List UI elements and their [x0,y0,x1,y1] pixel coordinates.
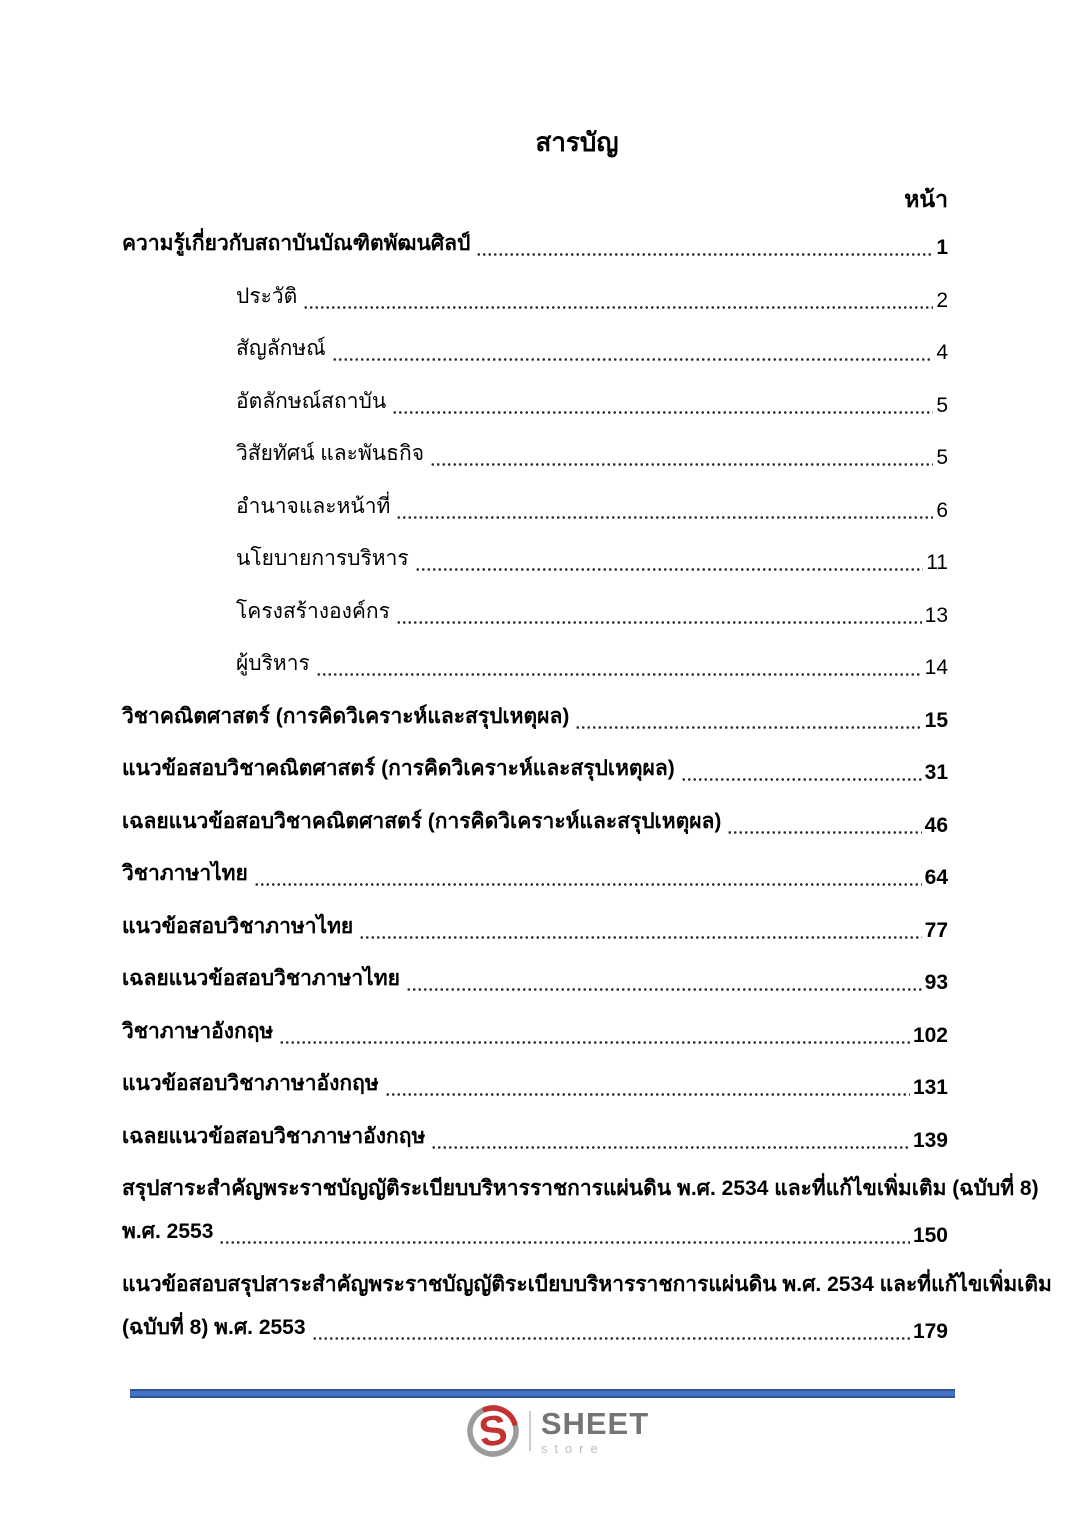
page-number: 102 [912,1023,948,1047]
toc-entry [122,440,948,470]
dot-leader [359,935,921,940]
dot-leader [727,830,921,835]
toc-entry-text: วิชาภาษาไทย [122,862,248,885]
toc-entry [122,703,948,733]
dot-leader [332,357,934,362]
page-number: 150 [912,1224,948,1247]
page-number: 64 [924,866,948,889]
dot-leader [254,882,922,887]
dot-leader [575,725,921,730]
toc-entry-text: โครงสร้างองค์กร [236,599,390,623]
toc-entry [122,1123,948,1153]
toc-entry [122,860,948,890]
toc-entry-text: วิชาคณิตศาสตร์ (การคิดวิเคราะห์และสรุปเหตุผล) [122,704,570,728]
toc-entry [122,283,948,313]
toc-entry-text: เฉลยแนวข้อสอบวิชาคณิตศาสตร์ (การคิดวิเคราะห์และสรุปเหตุผล) [122,809,722,833]
toc-entry-text: แนวข้อสอบวิชาภาษาอังกฤษ [122,1072,379,1095]
dot-leader [385,1092,910,1097]
toc-entry-text: อำนาจและหน้าที่ [236,494,391,518]
logo-brand-subtitle: store [540,1440,605,1456]
page-column-label: หน้า [904,186,948,212]
toc-entry [122,913,948,943]
page-number: 11 [926,551,948,574]
page-number: 4 [936,341,948,364]
toc-entry [122,650,948,680]
dot-leader [430,462,933,467]
toc-entry [122,388,948,418]
toc-entry-text: พ.ศ. 2553 [122,1220,214,1243]
page-number: 14 [924,656,948,679]
toc-entry-text: ประวัติ [236,284,298,308]
page-number: 77 [924,918,948,942]
toc-entry-text: (ฉบับที่ 8) พ.ศ. 2553 [122,1315,306,1339]
toc-entry-text: วิชาภาษาอังกฤษ [122,1019,274,1043]
logo-brand-name: SHEET [540,1405,650,1441]
page-number: 15 [924,708,948,732]
toc-entry-text: แนวข้อสอบวิชาภาษาไทย [122,914,354,938]
dot-leader [303,305,933,310]
table-of-contents [122,230,1052,1366]
toc-entry [122,808,948,838]
toc-entry [122,1018,948,1048]
toc-entry-text: เฉลยแนวข้อสอบวิชาภาษาอังกฤษ [122,1124,426,1148]
logo-s-letter: S [475,1405,510,1456]
toc-entry [122,755,948,785]
dot-leader [406,987,922,992]
toc-entry [122,545,948,575]
toc-entry-text: สรุปสาระสำคัญพระราชบัญญัติระเบียบบริหารราชการแผ่นดิน พ.ศ. 2534 และที่แก้ไขเพิ่มเติม (ฉบับที่ 8) [122,1177,1039,1200]
page-number: 2 [936,288,948,312]
toc-entry [122,230,948,260]
dot-leader [415,567,924,572]
toc-entry [122,1175,1039,1248]
dot-leader [392,410,933,415]
page-title: สารบัญ [535,127,619,157]
toc-entry [122,1271,1052,1344]
toc-entry-text: สัญลักษณ์ [236,337,326,360]
toc-entry [122,493,948,523]
toc-entry [122,1070,948,1100]
toc-entry-text: วิสัยทัศน์ และพันธกิจ [236,442,424,465]
logo-wordmark [540,1405,650,1456]
toc-entry-text: ความรู้เกี่ยวกับสถาบันบัณฑิตพัฒนศิลป์ [122,232,471,255]
page-number: 131 [912,1076,948,1099]
page-number: 5 [936,446,948,469]
dot-leader [396,515,933,520]
toc-entry [122,598,948,628]
dot-leader [681,777,922,782]
page-number: 31 [924,761,948,784]
toc-entry-text: แนวข้อสอบสรุปสาระสำคัญพระราชบัญญัติระเบียบบริหารราชการแผ่นดิน พ.ศ. 2534 และที่แก้ไขเพิ่มเติม [122,1272,1052,1296]
dot-leader [279,1040,910,1045]
page-number: 139 [912,1128,948,1152]
page-number: 93 [924,971,948,994]
dot-leader [312,1336,910,1341]
page-number: 6 [936,498,948,522]
logo-divider [529,1411,531,1451]
dot-leader [316,672,922,677]
sheet-store-logo-icon [467,1404,519,1458]
page-number: 5 [936,393,948,417]
page-number: 179 [912,1319,948,1343]
page-number: 46 [924,813,948,837]
dot-leader [431,1145,910,1150]
toc-entry [122,335,948,365]
dot-leader [396,620,922,625]
dot-leader [476,252,933,257]
dot-leader [219,1240,910,1245]
page-number: 13 [924,603,948,627]
toc-entry-text: แนวข้อสอบวิชาคณิตศาสตร์ (การคิดวิเคราะห์และสรุปเหตุผล) [122,757,675,780]
toc-entry-text: เฉลยแนวข้อสอบวิชาภาษาไทย [122,967,400,990]
toc-entry-text: นโยบายการบริหาร [236,547,409,570]
page-number: 1 [936,236,948,259]
footer-logo [0,1404,1076,1458]
toc-entry [122,965,948,995]
toc-entry-text: อัตลักษณ์สถาบัน [236,389,387,413]
toc-entry-text: ผู้บริหาร [236,652,310,675]
footer-rule [130,1389,955,1398]
